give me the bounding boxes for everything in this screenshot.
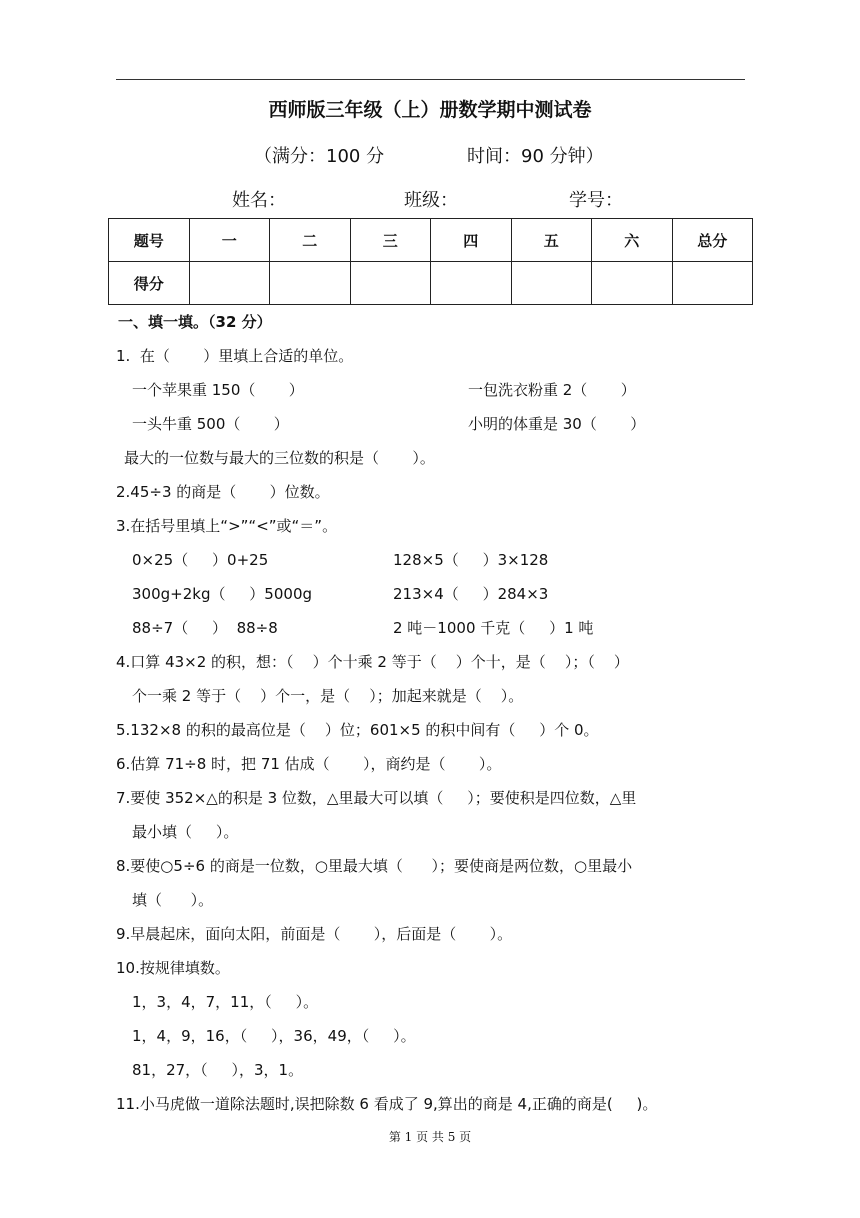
score-input-cell[interactable] bbox=[189, 262, 270, 305]
full-score-label: （满分：100 分 bbox=[254, 146, 385, 167]
score-input-cell[interactable] bbox=[431, 262, 512, 305]
score-table-score-row bbox=[109, 262, 753, 305]
question-line: 1，4，9，16，（ ），36，49，（ ）。 bbox=[132, 1027, 416, 1045]
question-9: 9.早晨起床，面向太阳，前面是（ ），后面是（ ）。 bbox=[116, 925, 513, 943]
question-line: 填（ ）。 bbox=[132, 891, 214, 909]
student-id-field-label: 学号： bbox=[569, 190, 623, 211]
question-6: 6.估算 71÷8 时，把 71 估成（ ），商约是（ ）。 bbox=[116, 755, 502, 773]
question-line: 213×4（ ）284×3 bbox=[393, 585, 549, 603]
name-field-label: 姓名： bbox=[232, 190, 286, 211]
score-table bbox=[108, 218, 753, 305]
question-line: 1，3，4，7，11，（ ）。 bbox=[132, 993, 319, 1011]
question-line: 个一乘 2 等于（ ）个一，是（ ）；加起来就是（ ）。 bbox=[132, 687, 524, 705]
question-11: 11.小马虎做一道除法题时,误把除数 6 看成了 9,算出的商是 4,正确的商是( )。 bbox=[116, 1095, 658, 1113]
score-table-header-cell: 总分 bbox=[672, 219, 753, 262]
score-input-cell[interactable] bbox=[270, 262, 351, 305]
section-title: 一、填一填。（32 分） bbox=[118, 313, 272, 331]
score-table-header-cell: 六 bbox=[592, 219, 673, 262]
score-input-cell[interactable] bbox=[511, 262, 592, 305]
score-table-header-cell: 三 bbox=[350, 219, 431, 262]
question-line: 0×25（ ）0+25 bbox=[132, 551, 269, 569]
question-line: 300g+2kg（ ）5000g bbox=[132, 585, 313, 603]
question-line: 最大的一位数与最大的三位数的积是（ ）。 bbox=[124, 449, 435, 467]
score-table-header-cell: 五 bbox=[511, 219, 592, 262]
class-field-label: 班级： bbox=[404, 190, 458, 211]
score-input-cell[interactable] bbox=[350, 262, 431, 305]
question-line: 小明的体重是 30（ ） bbox=[468, 415, 646, 433]
question-line: 一包洗衣粉重 2（ ） bbox=[468, 381, 636, 399]
time-label: 时间：90 分钟） bbox=[467, 146, 604, 167]
question-4: 4.口算 43×2 的积，想：（ ）个十乘 2 等于（ ）个十，是（ ）；（ ） bbox=[116, 653, 629, 671]
question-line: 128×5（ ）3×128 bbox=[393, 551, 549, 569]
question-line: 88÷7（ ） 88÷8 bbox=[132, 619, 278, 637]
question-line: 最小填（ ）。 bbox=[132, 823, 239, 841]
question-line: 2 吨－1000 千克（ ）1 吨 bbox=[393, 619, 594, 637]
question-5: 5.132×8 的积的最高位是（ ）位；601×5 的积中间有（ ）个 0。 bbox=[116, 721, 599, 739]
question-10: 10.按规律填数。 bbox=[116, 959, 230, 977]
page-footer: 第 1 页 共 5 页 bbox=[388, 1130, 472, 1144]
score-table-header-cell: 二 bbox=[270, 219, 351, 262]
question-7: 7.要使 352×△的积是 3 位数，△里最大可以填（ ）；要使积是四位数，△里 bbox=[116, 789, 637, 807]
score-row-label: 得分 bbox=[109, 262, 190, 305]
question-1: 1. 在（ ）里填上合适的单位。 bbox=[116, 347, 354, 365]
question-line: 81，27，（ ），3，1。 bbox=[132, 1061, 304, 1079]
page-title: 西师版三年级（上）册数学期中测试卷 bbox=[268, 99, 592, 121]
score-table-header-cell: 四 bbox=[431, 219, 512, 262]
question-line: 一头牛重 500（ ） bbox=[132, 415, 289, 433]
score-table-header-row bbox=[109, 219, 753, 262]
score-input-cell[interactable] bbox=[592, 262, 673, 305]
question-2: 2.45÷3 的商是（ ）位数。 bbox=[116, 483, 330, 501]
top-rule bbox=[116, 79, 745, 80]
question-line: 一个苹果重 150（ ） bbox=[132, 381, 304, 399]
question-8: 8.要使○5÷6 的商是一位数，○里最大填（ ）；要使商是两位数，○里最小 bbox=[116, 857, 633, 875]
score-table-header-cell: 一 bbox=[189, 219, 270, 262]
score-table-header-cell: 题号 bbox=[109, 219, 190, 262]
score-input-cell[interactable] bbox=[672, 262, 753, 305]
question-3: 3.在括号里填上“>”“<”或“＝”。 bbox=[116, 517, 338, 535]
